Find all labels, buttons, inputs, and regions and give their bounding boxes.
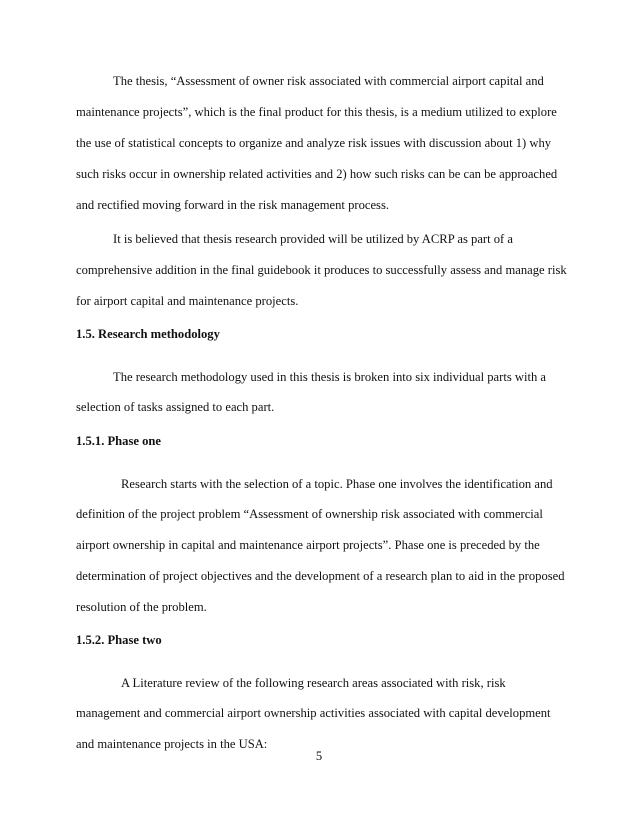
paragraph-phase-one-line-5: resolution of the problem. [76,600,207,614]
paragraph-phase-one-line-4: determination of project objectives and the development of a research plan to aid in the proposed [76,569,565,583]
paragraph-acrp-line-3: for airport capital and maintenance projects. [76,294,299,308]
paragraph-phase-two-line-3: and maintenance projects in the USA: [76,737,268,751]
paragraph-thesis-line-3: the use of statistical concepts to organize and analyze risk issues with discussion about 1) why [76,136,552,150]
subsection-heading-phase-one: 1.5.1. Phase one [76,434,162,448]
paragraph-acrp-line-1: It is believed that thesis research provided will be utilized by ACRP as part of a [113,232,513,246]
paragraph-thesis-line-4: such risks occur in ownership related activities and 2) how such risks can be can be approached [76,167,558,181]
section-heading-research-methodology: 1.5. Research methodology [76,327,220,341]
paragraph-methodology-line-1: The research methodology used in this thesis is broken into six individual parts with a [113,370,547,384]
paragraph-thesis-line-1: The thesis, “Assessment of owner risk associated with commercial airport capital and [113,74,544,88]
page-number: 5 [315,749,323,763]
paragraph-phase-one-line-1: Research starts with the selection of a topic. Phase one involves the identification and [121,477,553,491]
subsection-heading-phase-two: 1.5.2. Phase two [76,633,162,647]
paragraph-phase-two-line-2: management and commercial airport ownership activities associated with capital development [76,706,551,720]
paragraph-phase-two-line-1: A Literature review of the following research areas associated with risk, risk [121,676,506,690]
paragraph-thesis-line-2: maintenance projects”, which is the final product for this thesis, is a medium utilized to explore [76,105,557,119]
paragraph-phase-one-line-3: airport ownership in capital and maintenance airport projects”. Phase one is preceded by the [76,538,540,552]
paragraph-phase-one-line-2: definition of the project problem “Assessment of ownership risk associated with commercial [76,507,543,521]
paragraph-methodology-line-2: selection of tasks assigned to each part. [76,400,275,414]
paragraph-thesis-line-5: and rectified moving forward in the risk management process. [76,198,389,212]
paragraph-acrp-line-2: comprehensive addition in the final guidebook it produces to successfully assess and manage risk [76,263,567,277]
